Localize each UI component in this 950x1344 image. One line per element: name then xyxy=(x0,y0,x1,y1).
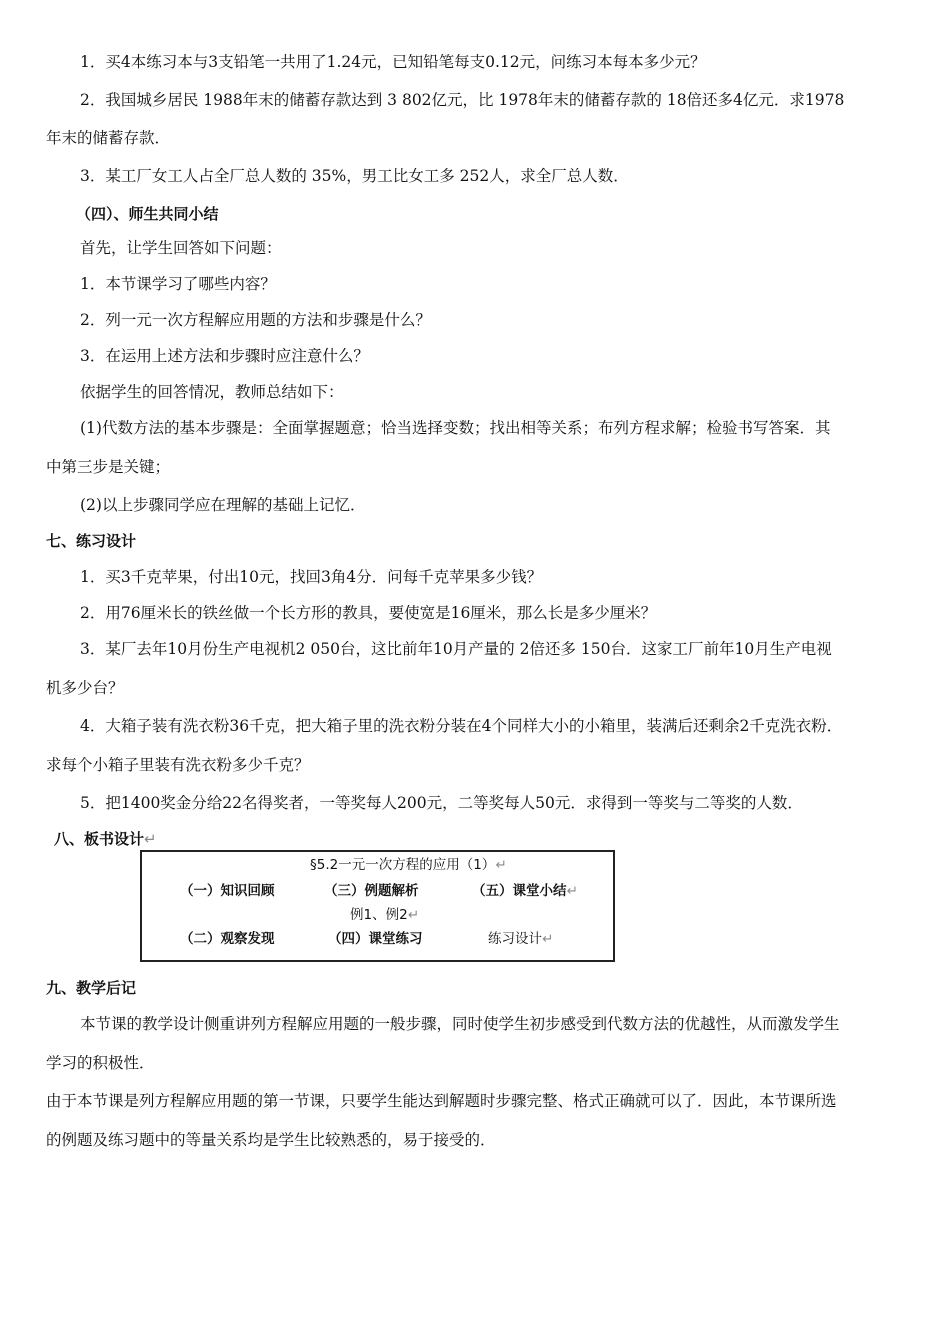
paragraph-mark: ↵ xyxy=(144,830,157,848)
postscript-para-1-line-2: 学习的积极性． xyxy=(46,1054,155,1072)
paragraph-mark: ↵ xyxy=(566,883,578,899)
exercise-2: 2．用76厘米长的铁丝做一个长方形的教具，要使宽是16厘米，那么长是多少厘米？ xyxy=(80,604,657,622)
board-title: §5.2一元一次方程的应用（1）↵ xyxy=(310,857,507,873)
exercises-heading: 七、练习设计 xyxy=(46,532,137,550)
summary-question-3: 3．在运用上述方法和步骤时应注意什么？ xyxy=(80,347,369,365)
exercise-4-line-1: 4．大箱子装有洗衣粉36千克，把大箱子里的洗衣粉分装在4个同样大小的小箱里，装满后还剩余2千克洗衣粉． xyxy=(80,717,843,735)
board-cell-exercise-design: 练习设计↵ xyxy=(488,931,554,947)
exercise-1: 1．买3千克苹果，付出10元，找回3角4分．问每千克苹果多少钱？ xyxy=(80,568,543,586)
summary-heading: （四）、师生共同小结 xyxy=(76,205,219,223)
paragraph-mark: ↵ xyxy=(495,857,507,873)
problem-2-line-1: 2．我国城乡居民 1988年末的储蓄存款达到 3 802亿元，比 1978年末的储蓄存款的 18倍还多4亿元．求1978 xyxy=(80,91,845,109)
teacher-summary-intro: 依据学生的回答情况，教师总结如下： xyxy=(80,383,344,401)
summary-intro: 首先，让学生回答如下问题： xyxy=(80,239,282,257)
exercise-3-line-2: 机多少台？ xyxy=(46,679,124,697)
paragraph-mark: ↵ xyxy=(407,907,419,923)
postscript-heading: 九、教学后记 xyxy=(46,979,137,997)
board-cell-examples: （三）例题解析 xyxy=(324,883,419,899)
board-cell-observe: （二）观察发现 xyxy=(180,931,275,947)
board-heading: 八、板书设计↵ xyxy=(54,830,157,848)
exercise-4-line-2: 求每个小箱子里装有洗衣粉多少千克？ xyxy=(46,756,310,774)
board-cell-practice: （四）课堂练习 xyxy=(328,931,423,947)
postscript-para-2-line-1: 由于本节课是列方程解应用题的第一节课，只要学生能达到解题时步骤完整、格式正确就可以了．因此，本节课所选 xyxy=(46,1092,837,1110)
problem-1: 1．买4本练习本与3支铅笔一共用了1.24元，已知铅笔每支0.12元，问练习本每本多少元？ xyxy=(80,53,706,71)
board-design-box xyxy=(140,850,615,962)
postscript-para-1-line-1: 本节课的教学设计侧重讲列方程解应用题的一般步骤，同时使学生初步感受到代数方法的优越性，从而激发学生 xyxy=(80,1015,840,1033)
board-cell-review: （一）知识回顾 xyxy=(180,883,275,899)
summary-step-1-line-1: (1)代数方法的基本步骤是：全面掌握题意；恰当选择变数；找出相等关系；布列方程求解；检验书写答案．其 xyxy=(80,419,831,437)
summary-step-1-line-2: 中第三步是关键； xyxy=(46,458,171,476)
postscript-para-2-line-2: 的例题及练习题中的等量关系均是学生比较熟悉的，易于接受的． xyxy=(46,1131,496,1149)
exercise-3-line-1: 3．某厂去年10月份生产电视机2 050台，这比前年10月产量的 2倍还多 150台．这家工厂前年10月生产电视 xyxy=(80,640,832,658)
problem-2-line-2: 年末的储蓄存款． xyxy=(46,129,171,147)
paragraph-mark: ↵ xyxy=(542,931,554,947)
summary-question-1: 1．本节课学习了哪些内容？ xyxy=(80,275,276,293)
summary-step-2: (2)以上步骤同学应在理解的基础上记忆． xyxy=(80,496,366,514)
board-cell-summary: （五）课堂小结↵ xyxy=(472,883,578,899)
summary-question-2: 2．列一元一次方程解应用题的方法和步骤是什么？ xyxy=(80,311,431,329)
problem-3: 3．某工厂女工人占全厂总人数的 35%，男工比女工多 252人，求全厂总人数． xyxy=(80,167,629,185)
exercise-5: 5．把1400奖金分给22名得奖者，一等奖每人200元，二等奖每人50元．求得到一等奖与二等奖的人数． xyxy=(80,794,803,812)
board-cell-example-list: 例1、例2↵ xyxy=(350,907,419,923)
